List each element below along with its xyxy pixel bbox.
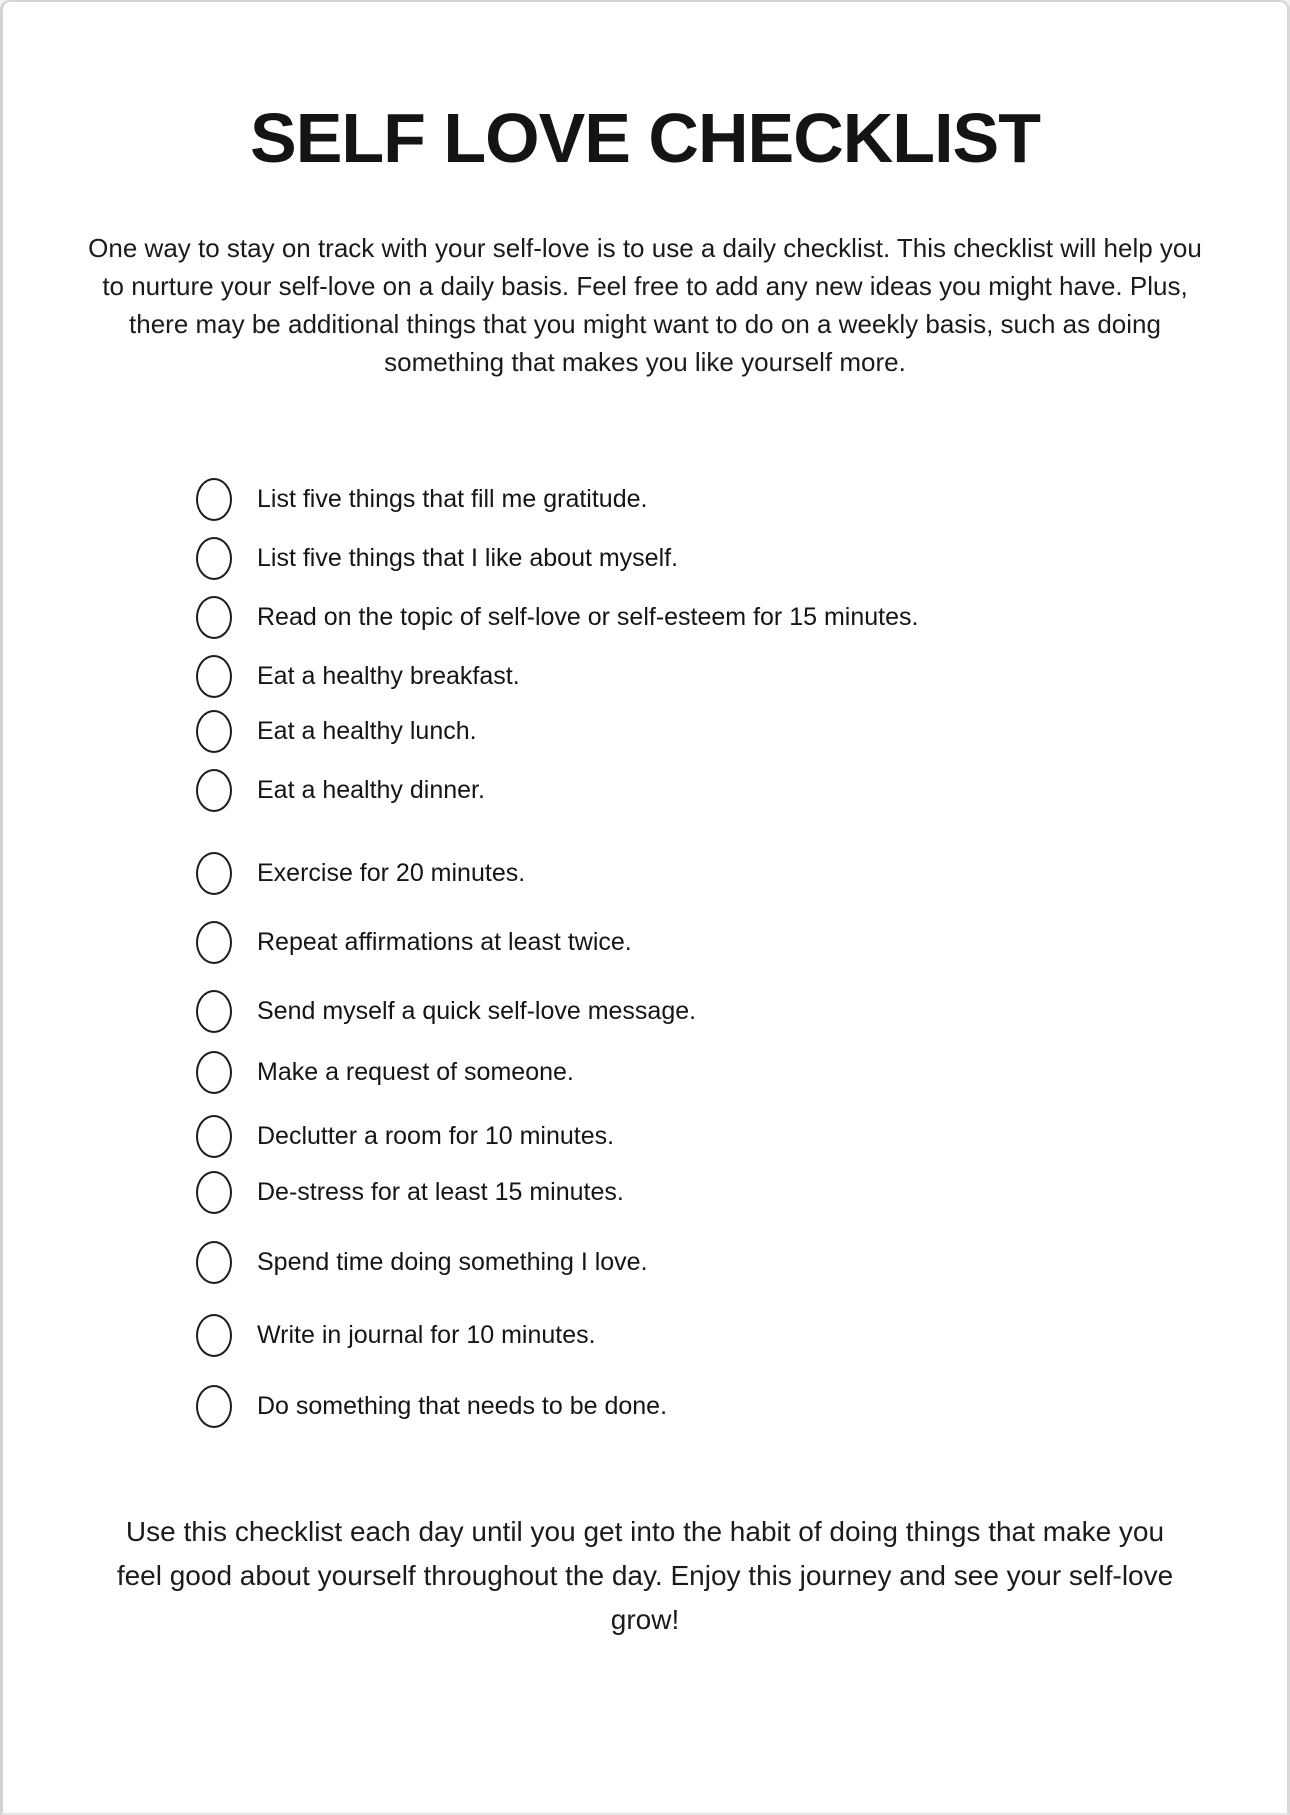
checklist-item-label: Declutter a room for 10 minutes. <box>257 1122 615 1150</box>
checkbox-circle[interactable] <box>196 1314 232 1357</box>
checklist-item-label: List five things that I like about myself. <box>257 544 679 572</box>
checkbox-circle[interactable] <box>196 537 232 580</box>
checkbox-circle[interactable] <box>196 769 232 812</box>
page-title: SELF LOVE CHECKLIST <box>250 99 1040 177</box>
checkbox-circle[interactable] <box>196 596 232 639</box>
checklist-item <box>196 1114 1287 1158</box>
outro-paragraph: Use this checklist each day until you get into the habit of doing things that make you feel good about yourself throughout the day. Enjoy this journey and see your self-love grow! <box>116 1516 1174 1635</box>
checkbox-circle[interactable] <box>196 1385 232 1428</box>
checkbox-circle[interactable] <box>196 1171 232 1214</box>
checkbox-circle[interactable] <box>196 478 232 521</box>
intro-paragraph: One way to stay on track with your self-love is to use a daily checklist. This checklist will help you to nurture your self-love on a daily basis. Feel free to add any new ideas you might have. Plus, there may be additional things that you might want to do on a weekly basis, such as doing something that makes you like yourself more. <box>88 233 1202 377</box>
checklist-item <box>196 989 1287 1033</box>
checklist-item <box>196 595 1287 639</box>
checkbox-circle[interactable] <box>196 710 232 753</box>
checklist-item-label: De-stress for at least 15 minutes. <box>257 1178 624 1206</box>
checklist-item-label: Exercise for 20 minutes. <box>257 859 526 887</box>
checklist-item <box>196 1170 1287 1214</box>
checklist-item <box>196 1240 1287 1284</box>
checklist-item <box>196 920 1287 964</box>
checkbox-circle[interactable] <box>196 921 232 964</box>
checklist-item <box>196 1050 1287 1094</box>
checklist-item <box>196 1313 1287 1357</box>
checklist-item <box>196 851 1287 895</box>
checklist-item-label: Eat a healthy dinner. <box>257 776 485 804</box>
checklist-item-label: Repeat affirmations at least twice. <box>257 928 632 956</box>
checklist-item <box>196 536 1287 580</box>
checklist-item-label: Read on the topic of self-love or self-esteem for 15 minutes. <box>257 603 919 631</box>
checkbox-circle[interactable] <box>196 655 232 698</box>
checklist-item-label: Make a request of someone. <box>257 1058 574 1086</box>
checkbox-circle[interactable] <box>196 852 232 895</box>
checklist <box>196 477 1287 1428</box>
checklist-item <box>196 477 1287 521</box>
checkbox-circle[interactable] <box>196 1241 232 1284</box>
checklist-item <box>196 709 1287 753</box>
checklist-item <box>196 768 1287 812</box>
checklist-item-label: Eat a healthy lunch. <box>257 717 477 745</box>
checklist-item-label: Spend time doing something I love. <box>257 1248 648 1276</box>
checklist-item-label: Do something that needs to be done. <box>257 1392 668 1420</box>
checklist-item-label: Write in journal for 10 minutes. <box>257 1321 596 1349</box>
checkbox-circle[interactable] <box>196 990 232 1033</box>
checkbox-circle[interactable] <box>196 1115 232 1158</box>
checklist-item-label: Send myself a quick self-love message. <box>257 997 697 1025</box>
checkbox-circle[interactable] <box>196 1051 232 1094</box>
checklist-item-label: Eat a healthy breakfast. <box>257 662 520 690</box>
checklist-item <box>196 654 1287 698</box>
checklist-item-label: List five things that fill me gratitude. <box>257 485 648 513</box>
checklist-item <box>196 1384 1287 1428</box>
